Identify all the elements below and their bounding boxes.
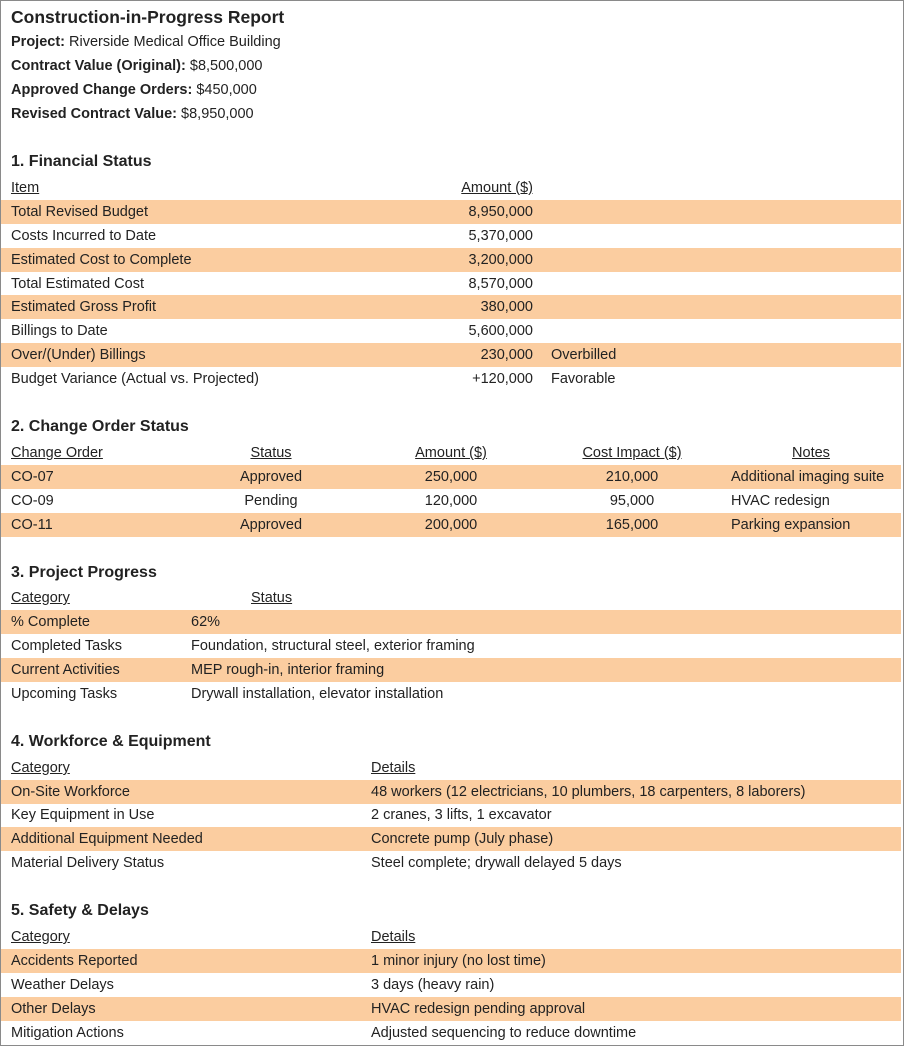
- financial-item: Total Revised Budget: [11, 204, 149, 220]
- workforce-col-category: Category: [11, 760, 70, 776]
- progress-section-title: 3. Project Progress: [11, 564, 157, 581]
- financial-note: Favorable: [551, 371, 616, 387]
- co-amount: 250,000: [424, 469, 478, 485]
- co-id: CO-09: [11, 493, 54, 509]
- progress-status: MEP rough-in, interior framing: [191, 662, 385, 678]
- change-order-row: [1, 513, 901, 537]
- workforce-col-details: Details: [371, 760, 416, 776]
- workforce-row: [1, 780, 901, 804]
- progress-category: Upcoming Tasks: [11, 686, 118, 702]
- workforce-row: [1, 827, 901, 851]
- safety-category: Other Delays: [11, 1001, 96, 1017]
- financial-section-title: 1. Financial Status: [11, 153, 152, 170]
- financial-row: [1, 295, 901, 319]
- co-col-amount: Amount ($): [415, 445, 487, 461]
- progress-col-status: Status: [251, 590, 293, 606]
- co-col-change-order: Change Order: [11, 445, 103, 461]
- safety-row: [1, 973, 901, 997]
- workforce-category: Additional Equipment Needed: [11, 831, 203, 847]
- safety-details: Adjusted sequencing to reduce downtime: [371, 1025, 637, 1041]
- safety-details: 1 minor injury (no lost time): [371, 953, 546, 969]
- workforce-category: Key Equipment in Use: [11, 807, 155, 823]
- financial-col-item: Item: [11, 180, 40, 196]
- co-id: CO-07: [11, 469, 54, 485]
- workforce-category: On-Site Workforce: [11, 784, 130, 800]
- project-label: Project:: [11, 34, 65, 50]
- progress-row: [1, 658, 901, 682]
- financial-amount: 8,570,000: [468, 276, 533, 292]
- contract-line: [11, 58, 262, 74]
- financial-amount: 3,200,000: [468, 252, 533, 268]
- safety-details: HVAC redesign pending approval: [371, 1001, 586, 1017]
- workforce-header-row: [1, 756, 901, 780]
- change-order-row: [1, 489, 901, 513]
- financial-row: [1, 319, 901, 343]
- workforce-details: 48 workers (12 electricians, 10 plumbers, 18 carpenters, 8 laborers): [371, 784, 806, 800]
- progress-status: Foundation, structural steel, exterior framing: [191, 638, 475, 654]
- change-orders-value: $450,000: [196, 82, 257, 98]
- financial-amount: +120,000: [472, 371, 533, 387]
- progress-category: Current Activities: [11, 662, 120, 678]
- financial-row: [1, 272, 901, 296]
- financial-row: [1, 367, 901, 391]
- change-orders-line: [11, 82, 257, 98]
- co-cost-impact: 210,000: [605, 469, 659, 485]
- safety-category: Mitigation Actions: [11, 1025, 124, 1041]
- co-status: Approved: [239, 517, 303, 533]
- change-orders-section-title: 2. Change Order Status: [11, 418, 189, 435]
- co-col-notes: Notes: [792, 445, 830, 461]
- co-status: Pending: [244, 493, 298, 509]
- financial-row: [1, 343, 901, 367]
- safety-row: [1, 1021, 901, 1045]
- financial-amount: 380,000: [480, 299, 533, 315]
- co-notes: HVAC redesign: [731, 493, 830, 509]
- workforce-row: [1, 851, 901, 875]
- workforce-row: [1, 803, 901, 827]
- change-order-row: [1, 465, 901, 489]
- financial-row: [1, 224, 901, 248]
- progress-row: [1, 634, 901, 658]
- financial-item: Budget Variance (Actual vs. Projected): [11, 371, 259, 387]
- progress-status: 62%: [191, 614, 221, 630]
- financial-note: Overbilled: [551, 347, 617, 363]
- safety-details: 3 days (heavy rain): [371, 977, 495, 993]
- safety-col-details: Details: [371, 929, 416, 945]
- revised-label: Revised Contract Value:: [11, 106, 177, 122]
- co-id: CO-11: [11, 517, 53, 533]
- financial-item: Costs Incurred to Date: [11, 228, 157, 244]
- progress-col-category: Category: [11, 590, 70, 606]
- co-status: Approved: [239, 469, 303, 485]
- safety-row: [1, 997, 901, 1021]
- financial-item: Estimated Cost to Complete: [11, 252, 192, 268]
- progress-row: [1, 682, 901, 706]
- progress-status: Drywall installation, elevator installation: [191, 686, 444, 702]
- progress-category: % Complete: [11, 614, 90, 630]
- co-col-status: Status: [250, 445, 292, 461]
- workforce-details: Concrete pump (July phase): [371, 831, 554, 847]
- financial-header-row: [1, 176, 901, 200]
- revised-value: $8,950,000: [181, 106, 254, 122]
- change-orders-label: Approved Change Orders:: [11, 82, 193, 98]
- workforce-details: 2 cranes, 3 lifts, 1 excavator: [371, 807, 552, 823]
- safety-category: Accidents Reported: [11, 953, 138, 969]
- contract-value: $8,500,000: [189, 58, 263, 74]
- safety-header-row: [1, 925, 901, 949]
- financial-item: Billings to Date: [11, 323, 108, 339]
- financial-row: [1, 200, 901, 224]
- workforce-category: Material Delivery Status: [11, 855, 165, 871]
- safety-col-category: Category: [11, 929, 70, 945]
- financial-item: Total Estimated Cost: [11, 276, 144, 292]
- safety-section-title: 5. Safety & Delays: [11, 902, 149, 919]
- co-notes: Additional imaging suite: [731, 469, 885, 485]
- workforce-section-title: 4. Workforce & Equipment: [11, 733, 211, 750]
- co-amount: 200,000: [424, 517, 478, 533]
- financial-amount: 8,950,000: [468, 204, 533, 220]
- financial-item: Estimated Gross Profit: [11, 299, 157, 315]
- financial-amount: 5,370,000: [468, 228, 533, 244]
- safety-category: Weather Delays: [11, 977, 114, 993]
- revised-line: [11, 106, 254, 122]
- workforce-details: Steel complete; drywall delayed 5 days: [371, 855, 622, 871]
- financial-row: [1, 248, 901, 272]
- report-title: Construction-in-Progress Report: [11, 7, 285, 27]
- progress-row: [1, 610, 901, 634]
- financial-amount: 5,600,000: [468, 323, 533, 339]
- co-cost-impact: 165,000: [605, 517, 659, 533]
- co-col-cost-impact: Cost Impact ($): [582, 445, 682, 461]
- change-orders-header-row: [1, 441, 901, 465]
- financial-col-amount: Amount ($): [461, 180, 533, 196]
- financial-item: Over/(Under) Billings: [11, 347, 146, 363]
- contract-label: Contract Value (Original):: [11, 58, 186, 74]
- co-cost-impact: 95,000: [609, 493, 655, 509]
- safety-row: [1, 949, 901, 973]
- progress-category: Completed Tasks: [11, 638, 122, 654]
- project-line: [11, 34, 281, 50]
- financial-amount: 230,000: [480, 347, 533, 363]
- co-amount: 120,000: [424, 493, 478, 509]
- project-value: Riverside Medical Office Building: [69, 34, 281, 50]
- progress-header-row: [1, 586, 901, 610]
- co-notes: Parking expansion: [731, 517, 851, 533]
